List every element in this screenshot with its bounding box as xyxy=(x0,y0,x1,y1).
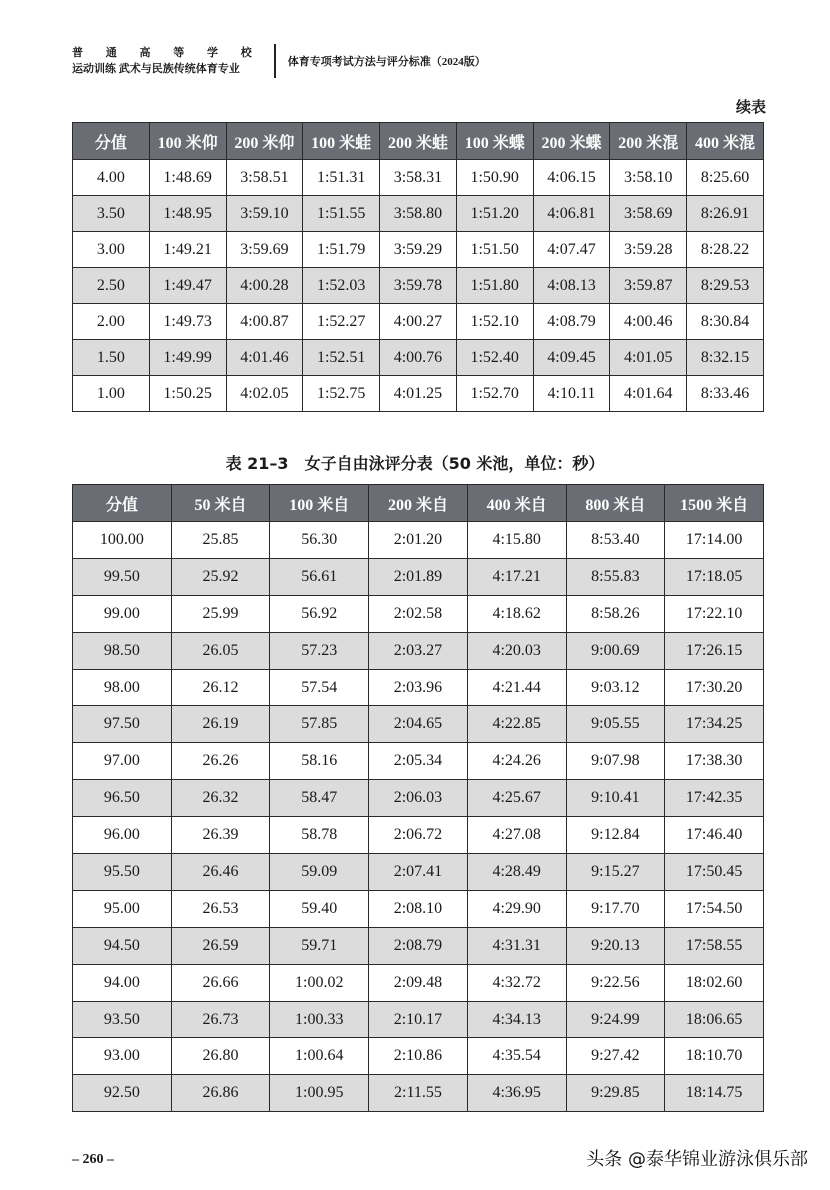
score-cell: 3.00 xyxy=(73,232,150,268)
time-cell: 8:30.84 xyxy=(687,304,764,340)
score-cell: 3.50 xyxy=(73,196,150,232)
score-cell: 98.00 xyxy=(73,669,172,706)
time-cell: 1:52.10 xyxy=(456,304,533,340)
time-cell: 4:24.26 xyxy=(467,743,566,780)
table-row xyxy=(73,854,764,891)
time-cell: 1:49.99 xyxy=(149,340,226,376)
time-cell: 9:03.12 xyxy=(566,669,665,706)
time-cell: 58.16 xyxy=(270,743,369,780)
column-header: 1500 米自 xyxy=(665,485,764,522)
time-cell: 26.05 xyxy=(171,632,270,669)
time-cell: 1:49.47 xyxy=(149,268,226,304)
table-title: 表 21–3 女子自由泳评分表（50 米池，单位：秒） xyxy=(225,454,605,473)
time-cell: 17:34.25 xyxy=(665,706,764,743)
time-cell: 4:00.76 xyxy=(380,340,457,376)
table-header-row xyxy=(73,485,764,522)
time-cell: 17:58.55 xyxy=(665,927,764,964)
time-cell: 17:42.35 xyxy=(665,780,764,817)
table-row xyxy=(73,268,764,304)
table-body xyxy=(73,160,764,412)
time-cell: 1:00.33 xyxy=(270,1001,369,1038)
header-line2: 运动训练 武术与民族传统体育专业 xyxy=(72,63,240,75)
table-row xyxy=(73,927,764,964)
time-cell: 2:10.17 xyxy=(369,1001,468,1038)
header-publisher xyxy=(72,45,262,77)
column-header: 100 米蛙 xyxy=(303,123,380,160)
time-cell: 3:59.29 xyxy=(380,232,457,268)
time-cell: 2:06.03 xyxy=(369,780,468,817)
time-cell: 4:08.13 xyxy=(533,268,610,304)
column-header: 50 米自 xyxy=(171,485,270,522)
time-cell: 4:20.03 xyxy=(467,632,566,669)
time-cell: 2:04.65 xyxy=(369,706,468,743)
table-row xyxy=(73,232,764,268)
time-cell: 3:59.87 xyxy=(610,268,687,304)
time-cell: 4:27.08 xyxy=(467,817,566,854)
time-cell: 8:32.15 xyxy=(687,340,764,376)
time-cell: 4:09.45 xyxy=(533,340,610,376)
table-row xyxy=(73,780,764,817)
time-cell: 4:10.11 xyxy=(533,376,610,412)
time-cell: 59.40 xyxy=(270,890,369,927)
time-cell: 25.85 xyxy=(171,522,270,559)
time-cell: 4:34.13 xyxy=(467,1001,566,1038)
time-cell: 8:55.83 xyxy=(566,558,665,595)
time-cell: 2:01.20 xyxy=(369,522,468,559)
time-cell: 3:59.69 xyxy=(226,232,303,268)
score-cell: 95.50 xyxy=(73,854,172,891)
time-cell: 26.12 xyxy=(171,669,270,706)
score-cell: 1.00 xyxy=(73,376,150,412)
score-cell: 99.00 xyxy=(73,595,172,632)
time-cell: 1:50.25 xyxy=(149,376,226,412)
time-cell: 9:20.13 xyxy=(566,927,665,964)
score-cell: 95.00 xyxy=(73,890,172,927)
table-row xyxy=(73,304,764,340)
continued-label: 续表 xyxy=(735,100,766,116)
table-row xyxy=(73,1001,764,1038)
score-cell: 92.50 xyxy=(73,1075,172,1112)
time-cell: 26.59 xyxy=(171,927,270,964)
time-cell: 4:06.15 xyxy=(533,160,610,196)
time-cell: 26.53 xyxy=(171,890,270,927)
time-cell: 9:29.85 xyxy=(566,1075,665,1112)
time-cell: 1:52.27 xyxy=(303,304,380,340)
time-cell: 3:58.51 xyxy=(226,160,303,196)
time-cell: 1:51.31 xyxy=(303,160,380,196)
time-cell: 1:51.20 xyxy=(456,196,533,232)
time-cell: 9:15.27 xyxy=(566,854,665,891)
time-cell: 4:18.62 xyxy=(467,595,566,632)
score-cell: 2.00 xyxy=(73,304,150,340)
time-cell: 1:52.03 xyxy=(303,268,380,304)
table-row xyxy=(73,340,764,376)
time-cell: 1:51.50 xyxy=(456,232,533,268)
table-row xyxy=(73,706,764,743)
time-cell: 4:07.47 xyxy=(533,232,610,268)
time-cell: 57.54 xyxy=(270,669,369,706)
header-line1: 普 通 高 等 学 校 xyxy=(72,47,262,59)
time-cell: 4:21.44 xyxy=(467,669,566,706)
column-header: 200 米蝶 xyxy=(533,123,610,160)
time-cell: 1:52.40 xyxy=(456,340,533,376)
column-header: 400 米自 xyxy=(467,485,566,522)
time-cell: 8:33.46 xyxy=(687,376,764,412)
time-cell: 1:51.79 xyxy=(303,232,380,268)
time-cell: 3:58.10 xyxy=(610,160,687,196)
time-cell: 18:06.65 xyxy=(665,1001,764,1038)
time-cell: 4:25.67 xyxy=(467,780,566,817)
score-cell: 96.50 xyxy=(73,780,172,817)
table-row xyxy=(73,595,764,632)
time-cell: 17:18.05 xyxy=(665,558,764,595)
table-row xyxy=(73,743,764,780)
time-cell: 3:59.10 xyxy=(226,196,303,232)
score-cell: 1.50 xyxy=(73,340,150,376)
time-cell: 3:58.31 xyxy=(380,160,457,196)
time-cell: 3:58.69 xyxy=(610,196,687,232)
time-cell: 4:06.81 xyxy=(533,196,610,232)
time-cell: 4:17.21 xyxy=(467,558,566,595)
women-freestyle-score-table xyxy=(72,484,764,1112)
column-header: 100 米仰 xyxy=(149,123,226,160)
time-cell: 4:00.27 xyxy=(380,304,457,340)
time-cell: 58.78 xyxy=(270,817,369,854)
table-row xyxy=(73,160,764,196)
table-row xyxy=(73,890,764,927)
time-cell: 3:58.80 xyxy=(380,196,457,232)
time-cell: 4:15.80 xyxy=(467,522,566,559)
time-cell: 2:02.58 xyxy=(369,595,468,632)
table-header-row xyxy=(73,123,764,160)
table-row xyxy=(73,376,764,412)
time-cell: 17:14.00 xyxy=(665,522,764,559)
score-cell: 94.50 xyxy=(73,927,172,964)
time-cell: 26.39 xyxy=(171,817,270,854)
time-cell: 8:29.53 xyxy=(687,268,764,304)
time-cell: 25.92 xyxy=(171,558,270,595)
time-cell: 9:05.55 xyxy=(566,706,665,743)
time-cell: 8:26.91 xyxy=(687,196,764,232)
time-cell: 4:29.90 xyxy=(467,890,566,927)
column-header: 400 米混 xyxy=(687,123,764,160)
time-cell: 18:10.70 xyxy=(665,1038,764,1075)
time-cell: 1:48.69 xyxy=(149,160,226,196)
time-cell: 56.92 xyxy=(270,595,369,632)
time-cell: 1:51.55 xyxy=(303,196,380,232)
time-cell: 2:10.86 xyxy=(369,1038,468,1075)
time-cell: 9:24.99 xyxy=(566,1001,665,1038)
column-header: 分值 xyxy=(73,485,172,522)
table-row xyxy=(73,522,764,559)
score-cell: 4.00 xyxy=(73,160,150,196)
table-row xyxy=(73,558,764,595)
time-cell: 4:00.87 xyxy=(226,304,303,340)
column-header: 分值 xyxy=(73,123,150,160)
time-cell: 9:12.84 xyxy=(566,817,665,854)
time-cell: 8:58.26 xyxy=(566,595,665,632)
column-header: 200 米自 xyxy=(369,485,468,522)
time-cell: 56.61 xyxy=(270,558,369,595)
time-cell: 4:02.05 xyxy=(226,376,303,412)
time-cell: 2:01.89 xyxy=(369,558,468,595)
time-cell: 26.80 xyxy=(171,1038,270,1075)
score-table-continued xyxy=(72,122,764,412)
time-cell: 8:53.40 xyxy=(566,522,665,559)
table-row xyxy=(73,964,764,1001)
table-row xyxy=(73,196,764,232)
time-cell: 18:02.60 xyxy=(665,964,764,1001)
time-cell: 17:30.20 xyxy=(665,669,764,706)
score-cell: 97.50 xyxy=(73,706,172,743)
time-cell: 2:07.41 xyxy=(369,854,468,891)
time-cell: 1:51.80 xyxy=(456,268,533,304)
time-cell: 56.30 xyxy=(270,522,369,559)
score-cell: 2.50 xyxy=(73,268,150,304)
time-cell: 17:26.15 xyxy=(665,632,764,669)
time-cell: 1:52.51 xyxy=(303,340,380,376)
table-row xyxy=(73,1038,764,1075)
time-cell: 9:17.70 xyxy=(566,890,665,927)
time-cell: 2:11.55 xyxy=(369,1075,468,1112)
time-cell: 2:05.34 xyxy=(369,743,468,780)
column-header: 200 米蛙 xyxy=(380,123,457,160)
time-cell: 2:08.79 xyxy=(369,927,468,964)
table-row xyxy=(73,817,764,854)
time-cell: 57.23 xyxy=(270,632,369,669)
time-cell: 9:07.98 xyxy=(566,743,665,780)
column-header: 200 米混 xyxy=(610,123,687,160)
table-body xyxy=(73,522,764,1112)
score-cell: 94.00 xyxy=(73,964,172,1001)
table-row xyxy=(73,1075,764,1112)
score-cell: 100.00 xyxy=(73,522,172,559)
time-cell: 1:49.73 xyxy=(149,304,226,340)
time-cell: 26.32 xyxy=(171,780,270,817)
page-header xyxy=(72,40,772,82)
time-cell: 26.66 xyxy=(171,964,270,1001)
watermark: 头条 @泰华锦业游泳俱乐部 xyxy=(586,1149,808,1170)
time-cell: 4:28.49 xyxy=(467,854,566,891)
time-cell: 4:31.31 xyxy=(467,927,566,964)
time-cell: 2:06.72 xyxy=(369,817,468,854)
column-header: 800 米自 xyxy=(566,485,665,522)
time-cell: 2:09.48 xyxy=(369,964,468,1001)
time-cell: 17:38.30 xyxy=(665,743,764,780)
score-cell: 93.50 xyxy=(73,1001,172,1038)
time-cell: 26.73 xyxy=(171,1001,270,1038)
time-cell: 26.86 xyxy=(171,1075,270,1112)
time-cell: 1:00.95 xyxy=(270,1075,369,1112)
time-cell: 1:52.75 xyxy=(303,376,380,412)
time-cell: 18:14.75 xyxy=(665,1075,764,1112)
time-cell: 9:10.41 xyxy=(566,780,665,817)
score-cell: 97.00 xyxy=(73,743,172,780)
time-cell: 57.85 xyxy=(270,706,369,743)
time-cell: 1:52.70 xyxy=(456,376,533,412)
time-cell: 4:01.05 xyxy=(610,340,687,376)
time-cell: 58.47 xyxy=(270,780,369,817)
time-cell: 4:00.46 xyxy=(610,304,687,340)
time-cell: 25.99 xyxy=(171,595,270,632)
time-cell: 1:48.95 xyxy=(149,196,226,232)
time-cell: 8:28.22 xyxy=(687,232,764,268)
score-cell: 98.50 xyxy=(73,632,172,669)
time-cell: 4:01.25 xyxy=(380,376,457,412)
time-cell: 59.71 xyxy=(270,927,369,964)
time-cell: 9:00.69 xyxy=(566,632,665,669)
time-cell: 59.09 xyxy=(270,854,369,891)
time-cell: 4:36.95 xyxy=(467,1075,566,1112)
time-cell: 1:00.02 xyxy=(270,964,369,1001)
time-cell: 1:00.64 xyxy=(270,1038,369,1075)
time-cell: 2:03.27 xyxy=(369,632,468,669)
column-header: 200 米仰 xyxy=(226,123,303,160)
time-cell: 3:59.28 xyxy=(610,232,687,268)
time-cell: 17:22.10 xyxy=(665,595,764,632)
score-cell: 93.00 xyxy=(73,1038,172,1075)
time-cell: 4:01.64 xyxy=(610,376,687,412)
time-cell: 3:59.78 xyxy=(380,268,457,304)
time-cell: 8:25.60 xyxy=(687,160,764,196)
score-cell: 96.00 xyxy=(73,817,172,854)
time-cell: 9:22.56 xyxy=(566,964,665,1001)
time-cell: 17:54.50 xyxy=(665,890,764,927)
time-cell: 2:03.96 xyxy=(369,669,468,706)
header-book-title: 体育专项考试方法与评分标准（2024版） xyxy=(287,56,486,68)
time-cell: 4:00.28 xyxy=(226,268,303,304)
time-cell: 26.19 xyxy=(171,706,270,743)
time-cell: 4:01.46 xyxy=(226,340,303,376)
time-cell: 26.26 xyxy=(171,743,270,780)
table-row xyxy=(73,632,764,669)
time-cell: 4:08.79 xyxy=(533,304,610,340)
time-cell: 26.46 xyxy=(171,854,270,891)
page-number: – 260 – xyxy=(72,1152,114,1167)
column-header: 100 米蝶 xyxy=(456,123,533,160)
header-divider xyxy=(274,44,276,78)
time-cell: 1:49.21 xyxy=(149,232,226,268)
time-cell: 4:35.54 xyxy=(467,1038,566,1075)
time-cell: 4:22.85 xyxy=(467,706,566,743)
time-cell: 1:50.90 xyxy=(456,160,533,196)
score-cell: 99.50 xyxy=(73,558,172,595)
time-cell: 17:50.45 xyxy=(665,854,764,891)
time-cell: 17:46.40 xyxy=(665,817,764,854)
time-cell: 9:27.42 xyxy=(566,1038,665,1075)
table-row xyxy=(73,669,764,706)
time-cell: 2:08.10 xyxy=(369,890,468,927)
time-cell: 4:32.72 xyxy=(467,964,566,1001)
column-header: 100 米自 xyxy=(270,485,369,522)
